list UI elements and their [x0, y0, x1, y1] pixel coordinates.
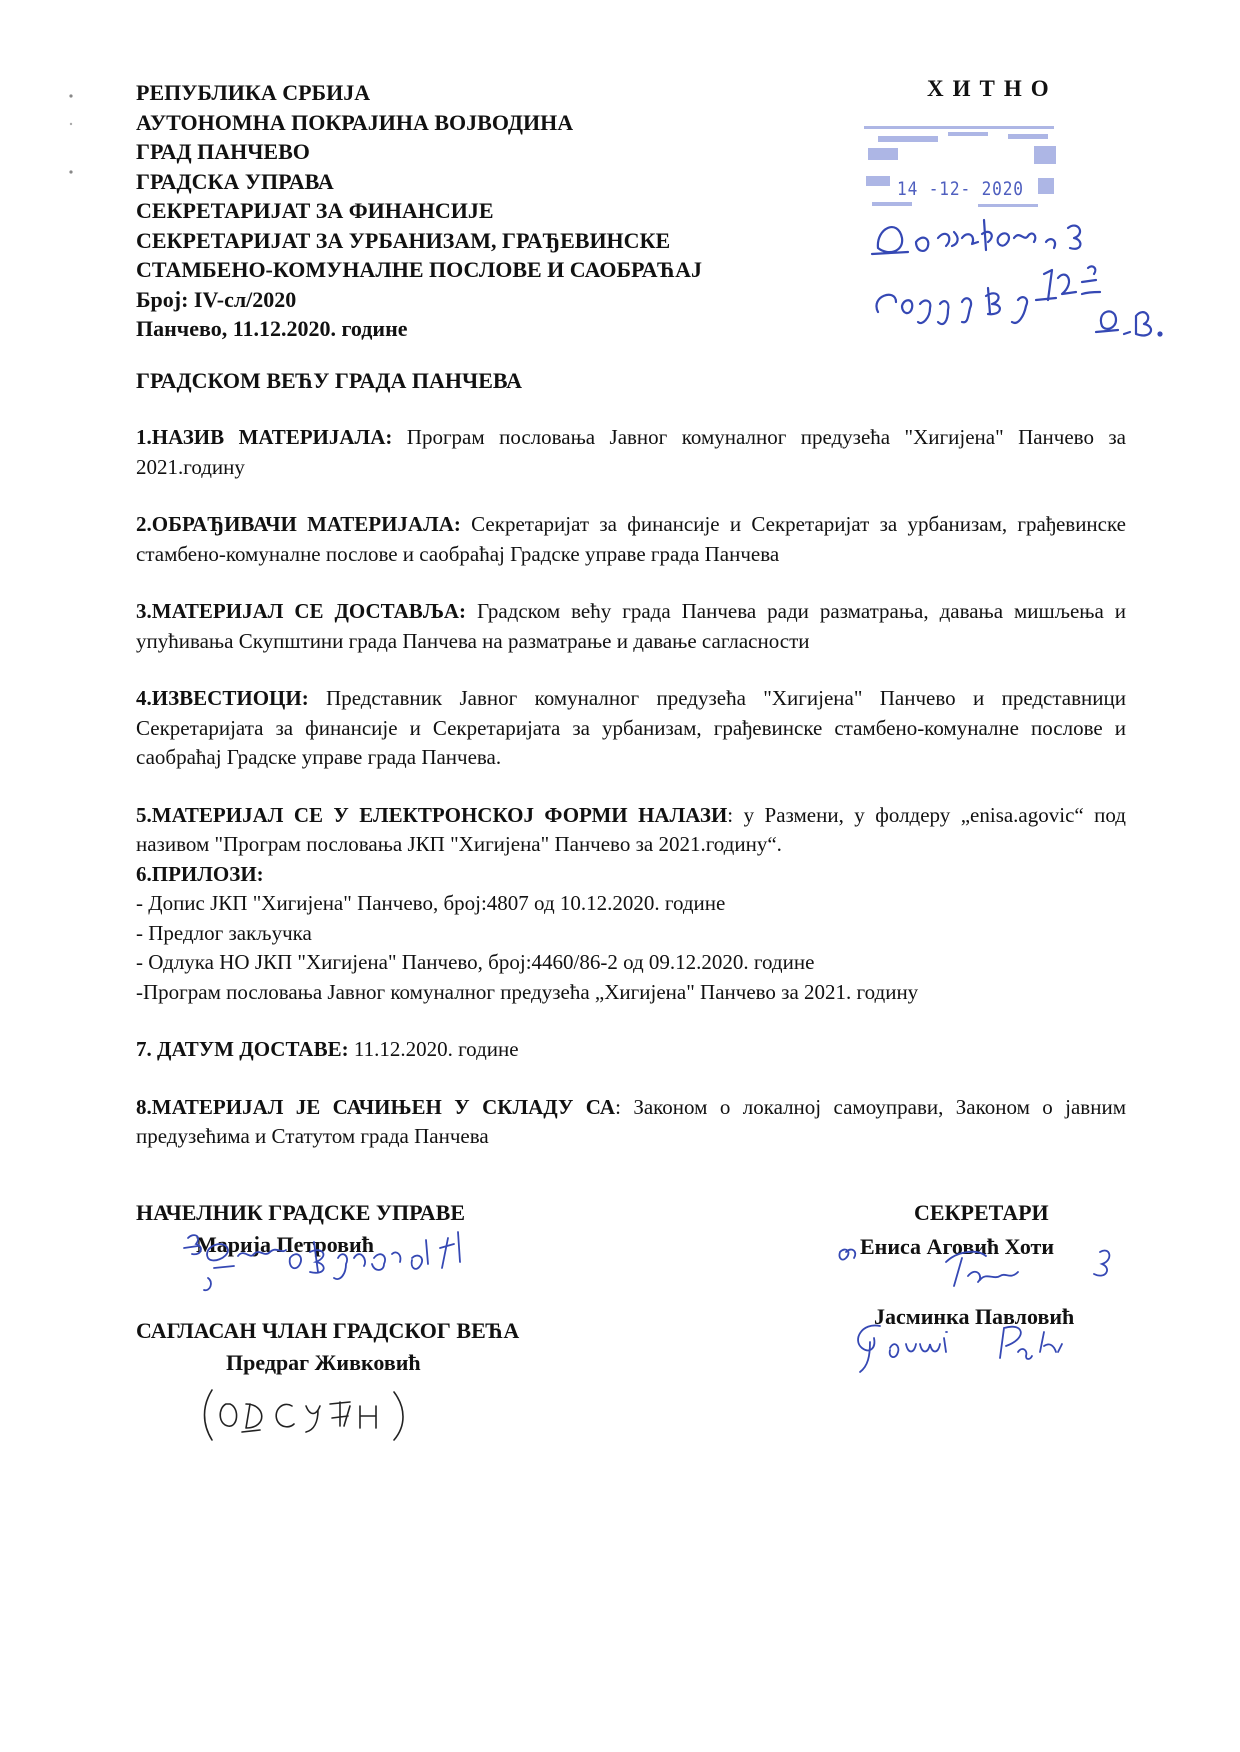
secretary1-name: Ениса Аговић Хоти — [860, 1234, 1055, 1259]
document-number: Број: IV-сл/2020 — [136, 286, 297, 312]
header-line: ГРАД ПАНЧЕВО — [136, 139, 310, 164]
handwritten-absent-note — [200, 1384, 410, 1442]
section-material-delivered-to — [136, 597, 1126, 656]
section-label: 8.МАТЕРИЈАЛ ЈЕ САЧИЊЕН У СКЛАДУ СА — [136, 1094, 616, 1119]
section-electronic-location — [136, 801, 1126, 860]
section-label: 2.ОБРАЂИВАЧИ МАТЕРИЈАЛА: — [136, 512, 461, 536]
head-title: НАЧЕЛНИК ГРАДСКЕ УПРАВЕ — [136, 1200, 466, 1225]
section-label: 3.МАТЕРИЈАЛ СЕ ДОСТАВЉА: — [136, 599, 467, 623]
attachments-list — [136, 889, 1126, 1007]
section-label: 5.МАТЕРИЈАЛ СЕ У ЕЛЕКТРОНСКОЈ ФОРМИ НАЛАЗИ — [136, 802, 728, 827]
section-text: Представник Јавног комуналног предузећа "Хигијена" Панчево и представници Секретаријата за финансије и Секретаријата за урбанизам, грађевинске стамбено-комуналне послове и саобраћај Градске управе града Панчева. — [136, 686, 1126, 769]
section-text: Секретаријат за финансије и Секретаријат за урбанизам, грађевинске стамбено-комуналне послове и саобраћај Градске управе града Панчева — [136, 512, 1126, 566]
attachment-item: - Предлог закључка — [136, 920, 312, 945]
header-line: РЕПУБЛИКА СРБИЈА — [136, 80, 371, 105]
attachment-item: - Допис ЈКП "Хигијена" Панчево, број:4807 од 10.12.2020. године — [136, 891, 726, 915]
council-name: Предраг Живковић — [226, 1350, 421, 1375]
handwritten-delivery-note — [858, 208, 1178, 368]
section-text: : у Размени, у фолдеру „enisa.agovic“ под називом "Програм пословања ЈКП "Хигијена" Панчево за 2021.годину“. — [136, 802, 1126, 856]
secretaries-title: СЕКРЕТАРИ — [914, 1200, 1049, 1225]
section-rapporteurs — [136, 684, 1126, 773]
issuer-header — [136, 78, 702, 344]
section-attachments — [136, 860, 1126, 1008]
document-body — [136, 423, 1126, 1180]
scan-margin-marks — [64, 90, 78, 190]
secretary2-name: Јасминка Павловић — [874, 1304, 1075, 1329]
section-label: 1.НАЗИВ МАТЕРИЈАЛА: — [136, 425, 393, 449]
signature-block-council-member — [136, 1318, 519, 1376]
document-date: Панчево, 11.12.2020. године — [136, 316, 408, 341]
head-signature-scribble — [178, 1228, 478, 1296]
attachment-item: - Одлука НО ЈКП "Хигијена" Панчево, број:4460/86-2 од 09.12.2020. године — [136, 950, 815, 974]
secretary1-signature-scribble — [836, 1232, 1126, 1302]
council-title: САГЛАСАН ЧЛАН ГРАДСКОГ ВЕЋА — [136, 1318, 520, 1343]
stamp-date: 14 -12- 2020 — [897, 178, 1024, 200]
head-name: Марија Петровић — [196, 1232, 374, 1257]
section-text: : Законом о локалној самоуправи, Законом о јавним предузећима и Статутом града Панчева — [136, 1094, 1126, 1148]
section-text: Градском већу града Панчева ради разматрања, давања мишљења и упућивања Скупштини града Панчева на разматрање и давање сагласности — [136, 599, 1127, 653]
header-line: АУТОНОМНА ПОКРАЈИНА ВОЈВОДИНА — [136, 109, 574, 135]
header-line: СЕКРЕТАРИЈАТ ЗА ФИНАНСИЈЕ — [136, 198, 494, 223]
secretary2-signature-scribble — [850, 1318, 1090, 1378]
attachments-title: 6.ПРИЛОЗИ: — [136, 861, 264, 886]
section-material-authors — [136, 510, 1126, 569]
header-line: СЕКРЕТАРИЈАТ ЗА УРБАНИЗАМ, ГРАЂЕВИНСКЕ — [136, 227, 671, 253]
section-label: 7. ДАТУМ ДОСТАВЕ: — [136, 1037, 349, 1061]
header-line: ГРАДСКА УПРАВА — [136, 168, 334, 194]
header-line: СТАМБЕНО-КОМУНАЛНЕ ПОСЛОВЕ И САОБРАЋАЈ — [136, 257, 703, 282]
section-text: Програм пословања Јавног комуналног предузећа "Хигијена" Панчево за 2021.годину — [136, 425, 1126, 479]
attachment-item: -Програм пословања Јавног комуналног предузећа „Хигијена" Панчево за 2021. годину — [136, 979, 919, 1004]
section-compliance — [136, 1093, 1126, 1152]
section-material-title — [136, 423, 1126, 482]
section-delivery-date — [136, 1035, 1126, 1065]
addressee: ГРАДСКОМ ВЕЋУ ГРАДА ПАНЧЕВА — [136, 368, 523, 393]
urgent-label: ХИТНО — [927, 76, 1058, 101]
section-text: 11.12.2020. године — [348, 1037, 519, 1061]
section-label: 4.ИЗВЕСТИОЦИ: — [136, 686, 309, 710]
